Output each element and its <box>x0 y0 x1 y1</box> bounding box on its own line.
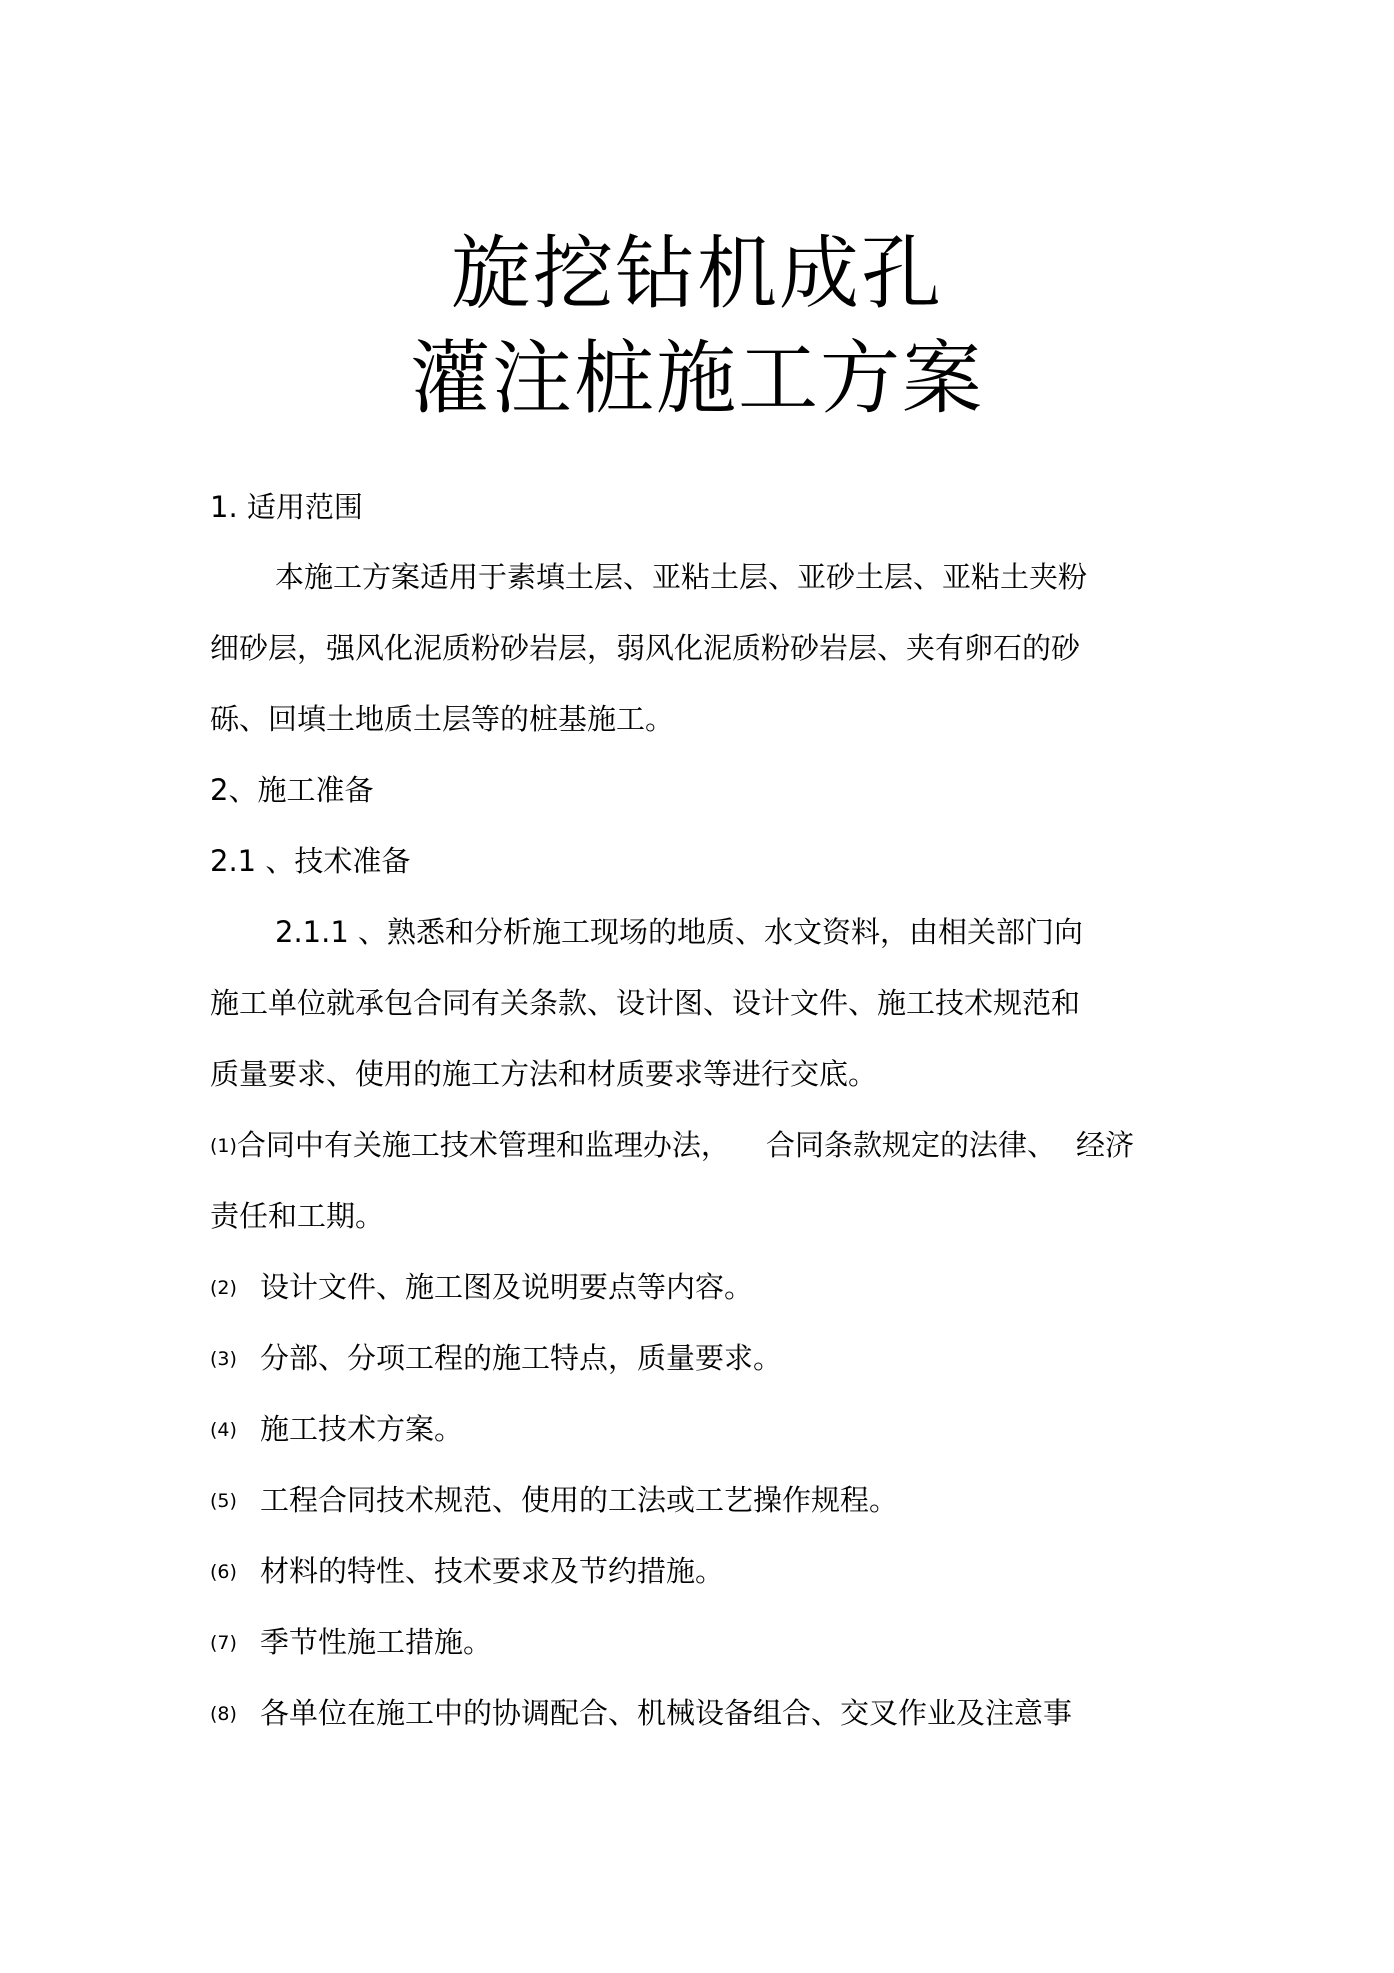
list-item <box>210 1412 464 1446</box>
paragraph-line: 质量要求、使用的施工方法和材质要求等进行交底。 <box>210 1057 878 1091</box>
list-item-text: 各单位在施工中的协调配合、机械设备组合、交叉作业及注意事 <box>260 1696 1073 1730</box>
list-item-number: (2) <box>210 1277 237 1299</box>
list-item <box>210 1696 1073 1730</box>
list-item-number: (1) <box>210 1135 237 1157</box>
list-item-text: 经济 <box>1075 1128 1134 1162</box>
list-item <box>210 1270 754 1304</box>
section-heading-1: 1. 适用范围 <box>210 490 363 524</box>
list-item-number: (8) <box>210 1703 237 1725</box>
list-item-text: 合同中有关施工技术管理和监理办法， <box>236 1128 730 1162</box>
list-item <box>210 1341 783 1375</box>
section-heading-2-1: 2.1 、技术准备 <box>210 844 411 878</box>
paragraph-line: 2.1.1 、熟悉和分析施工现场的地质、水文资料，由相关部门向 <box>275 915 1084 949</box>
list-item-number: (3) <box>210 1348 237 1370</box>
paragraph-line: 本施工方案适用于素填土层、亚粘土层、亚砂土层、亚粘土夹粉 <box>275 560 1088 594</box>
list-item-text: 季节性施工措施。 <box>260 1625 493 1659</box>
list-item-text: 施工技术方案。 <box>260 1412 464 1446</box>
list-item-text: 设计文件、施工图及说明要点等内容。 <box>260 1270 754 1304</box>
section-heading-2: 2、施工准备 <box>210 773 374 807</box>
title-line-2: 灌注桩施工方案 <box>410 332 984 425</box>
list-item-number: (7) <box>210 1632 237 1654</box>
list-item <box>210 1483 899 1517</box>
list-item-text: 工程合同技术规范、使用的工法或工艺操作规程。 <box>260 1483 899 1517</box>
list-item-text: 合同条款规定的法律、 <box>765 1128 1056 1162</box>
paragraph-line: 细砂层，强风化泥质粉砂岩层，弱风化泥质粉砂岩层、夹有卵石的砂 <box>210 631 1081 665</box>
list-item <box>210 1128 1134 1162</box>
list-item-text: 材料的特性、技术要求及节约措施。 <box>260 1554 725 1588</box>
list-item-continuation: 责任和工期。 <box>210 1199 385 1233</box>
list-item <box>210 1625 493 1659</box>
list-item <box>210 1554 725 1588</box>
list-item-number: (4) <box>210 1419 237 1441</box>
list-item-number: (6) <box>210 1561 237 1583</box>
title-line-1: 旋挖钻机成孔 <box>451 227 943 320</box>
paragraph-line: 施工单位就承包合同有关条款、设计图、设计文件、施工技术规范和 <box>210 986 1081 1020</box>
list-item-text: 分部、分项工程的施工特点，质量要求。 <box>260 1341 783 1375</box>
paragraph-line: 砾、回填土地质土层等的桩基施工。 <box>210 702 675 736</box>
list-item-number: (5) <box>210 1490 237 1512</box>
